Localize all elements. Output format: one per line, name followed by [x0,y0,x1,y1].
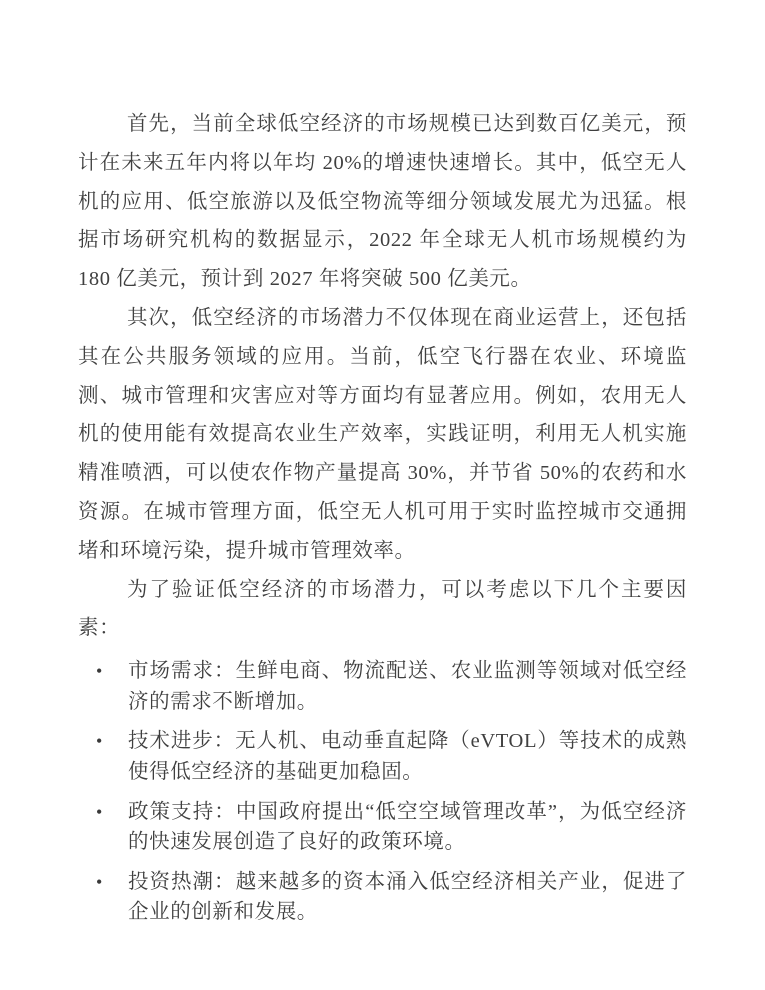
bullet-item-technology [78,726,687,787]
bullet-list [78,656,687,928]
bullet-icon: • [96,731,103,752]
bullet-icon: • [96,801,103,822]
bullet-item-investment [78,867,687,928]
bullet-item-text: 市场需求：生鲜电商、物流配送、农业监测等领域对低空经济的需求不断增加。 [128,660,687,713]
bullet-item-text: 政策支持：中国政府提出“低空空域管理改革”，为低空经济的快速发展创造了良好的政策环境。 [128,800,687,854]
bullet-icon: • [96,661,103,682]
paragraph-factors-intro: 为了验证低空经济的市场潜力，可以考虑以下几个主要因素： [78,578,687,640]
bullet-item-text: 技术进步：无人机、电动垂直起降（eVTOL）等技术的成熟使得低空经济的基础更加稳固。 [128,730,687,783]
paragraph-market-size: 首先，当前全球低空经济的市场规模已达到数百亿美元，预计在未来五年内将以年均 20%的增速快速增长。其中，低空无人机的应用、低空旅游以及低空物流等细分领域发展尤为迅猛。根据市场研究机构的数据显示，2022 年全球无人机市场规模约为 180 亿美元，预计到 2027 年将突破 500 亿美元。 [78,113,687,291]
bullet-item-text: 投资热潮：越来越多的资本涌入低空经济相关产业，促进了企业的创新和发展。 [128,870,687,924]
paragraph-public-service: 其次，低空经济的市场潜力不仅体现在商业运营上，还包括其在公共服务领域的应用。当前，低空飞行器在农业、环境监测、城市管理和灾害应对等方面均有显著应用。例如，农用无人机的使用能有效提高农业生产效率，实践证明，利用无人机实施精准喷洒，可以使农作物产量提高 30%，并节省 50%的农药和水资源。在城市管理方面，低空无人机可用于实时监控城市交通拥堵和环境污染，提升城市管理效率。 [78,306,687,562]
bullet-item-policy [78,797,687,858]
bullet-icon: • [96,871,103,892]
bullet-item-market-demand [78,656,687,717]
